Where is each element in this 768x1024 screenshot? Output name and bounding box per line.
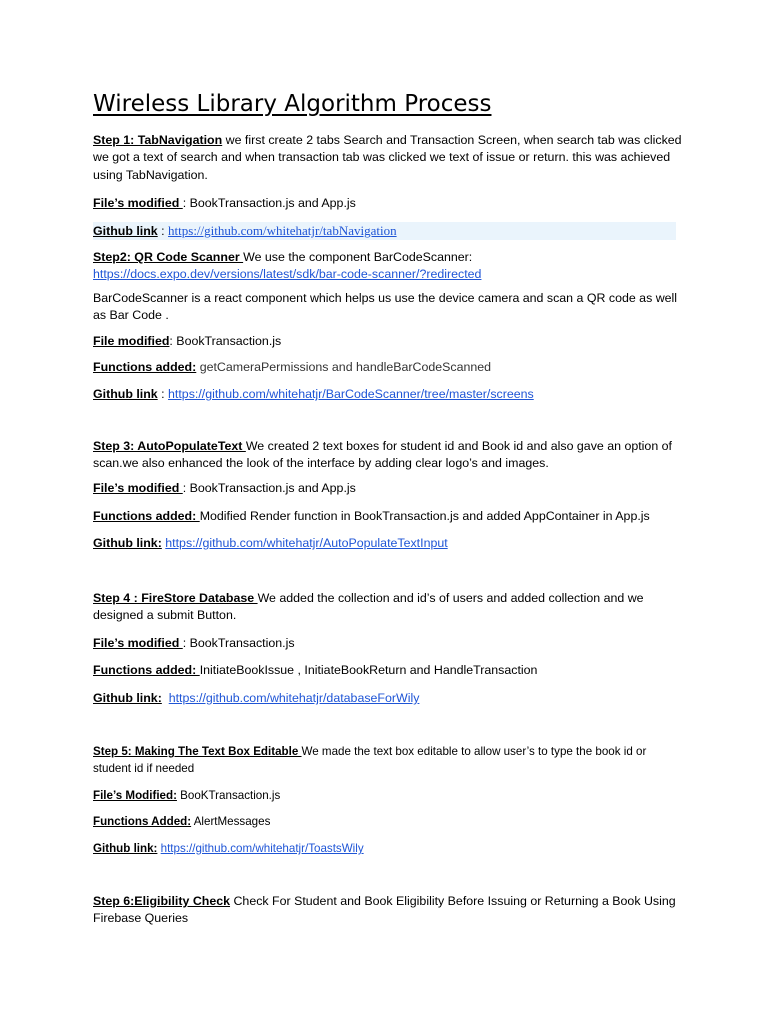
step5-functions-value: AlertMessages — [191, 815, 271, 828]
step4-github-label: Github link: — [93, 691, 162, 705]
step2-paragraph — [93, 249, 683, 284]
step2-github-label: Github link — [93, 387, 158, 401]
step1-github-label: Github link — [93, 224, 158, 238]
step2-doc-link[interactable]: https://docs.expo.dev/versions/latest/sdk/bar-code-scanner/?redirected — [93, 267, 482, 282]
step2-functions-value: getCameraPermissions and handleBarCodeScanned — [196, 360, 492, 374]
step3-heading: Step 3: AutoPopulateText — [93, 439, 246, 453]
step5-heading: Step 5: Making The Text Box Editable — [93, 745, 302, 758]
step2-files-value: : BookTransaction.js — [169, 334, 282, 348]
step4-files-value: : BookTransaction.js — [182, 636, 295, 650]
step1-github-link[interactable]: https://github.com/whitehatjr/tabNavigation — [168, 223, 397, 238]
step5-github-line — [93, 840, 683, 857]
step4-github-line — [93, 690, 683, 707]
step4-heading: Step 4 : FireStore Database — [93, 591, 258, 605]
step1-github-line — [93, 222, 676, 240]
step5-files-label: File’s Modified: — [93, 789, 177, 802]
step5-files-line — [93, 787, 683, 804]
step6-description: Check For Student and Book Eligibility Before Issuing or Returning a Book Using Firebase Queries — [93, 894, 676, 926]
step2-extra: BarCodeScanner is a react component which helps us use the device camera and scan a QR code as well as Bar Code . — [93, 291, 678, 323]
step3-files-line — [93, 480, 683, 497]
step3-github-label: Github link: — [93, 536, 162, 550]
step3-github-link[interactable]: https://github.com/whitehatjr/AutoPopulateTextInput — [165, 536, 448, 550]
step4-functions-value: InitiateBookIssue , InitiateBookReturn and HandleTransaction — [199, 663, 538, 677]
step3-description: We created 2 text boxes for student id and Book id and also gave an option of scan.we also enhanced the look of the interface by adding clear logo’s and images. — [93, 439, 672, 471]
step6-heading: Step 6:Eligibility Check — [93, 894, 231, 908]
step2-functions-label: Functions added: — [93, 360, 197, 374]
step4-files-line — [93, 635, 683, 652]
step1-paragraph — [93, 132, 683, 184]
step2-heading: Step2: QR Code Scanner — [93, 250, 244, 264]
step1-files-line — [93, 195, 683, 212]
step2-github-sep: : — [157, 387, 169, 401]
step4-files-label: File’s modified — [93, 636, 183, 650]
step2-description: We use the component BarCodeScanner: — [243, 250, 473, 264]
step4-paragraph — [93, 590, 683, 625]
step1-files-value: : BookTransaction.js and App.js — [182, 196, 356, 210]
step1-description: we first create 2 tabs Search and Transaction Screen, when search tab was clicked we got a text of search and when transaction tab was clicked we text of issue or return. this was achieved using TabNavigation. — [93, 133, 682, 182]
step5-description: We made the text box editable to allow user’s to type the book id or student id if needed — [93, 745, 647, 776]
step1-github-sep: : — [157, 224, 169, 238]
step2-github-link[interactable]: https://github.com/whitehatjr/BarCodeScanner/tree/master/screens — [168, 387, 534, 401]
step1-files-label: File’s modified — [93, 196, 183, 210]
step3-files-label: File’s modified — [93, 481, 183, 495]
step2-github-line — [93, 386, 683, 403]
step4-github-link[interactable]: https://github.com/whitehatjr/databaseForWily — [168, 691, 420, 705]
step5-functions-line — [93, 813, 683, 830]
step3-files-value: : BookTransaction.js and App.js — [182, 481, 356, 495]
step1-heading: Step 1: TabNavigation — [93, 133, 223, 147]
step4-description: We added the collection and id’s of users and added collection and we designed a submit Button. — [93, 591, 644, 623]
step4-github-sep — [162, 691, 169, 705]
step6-paragraph — [93, 893, 683, 928]
page-title: Wireless Library Algorithm Process — [93, 91, 492, 117]
step3-functions-line — [93, 508, 693, 525]
step3-github-line — [93, 535, 683, 552]
step2-files-line — [93, 333, 683, 350]
step5-github-label: Github link: — [93, 842, 158, 855]
step3-paragraph — [93, 438, 683, 473]
step5-paragraph — [93, 743, 683, 778]
step3-functions-label: Functions added: — [93, 509, 200, 523]
step4-functions-label: Functions added: — [93, 663, 200, 677]
step2-files-label: File modified — [93, 334, 170, 348]
step4-functions-line — [93, 662, 683, 679]
step3-functions-value: Modified Render function in BookTransaction.js and added AppContainer in App.js — [199, 509, 650, 523]
step2-functions-line — [93, 359, 683, 376]
step5-github-link[interactable]: https://github.com/whitehatjr/ToastsWily — [160, 842, 364, 855]
step5-files-value: BooKTransaction.js — [176, 789, 281, 802]
step5-functions-label: Functions Added: — [93, 815, 192, 828]
